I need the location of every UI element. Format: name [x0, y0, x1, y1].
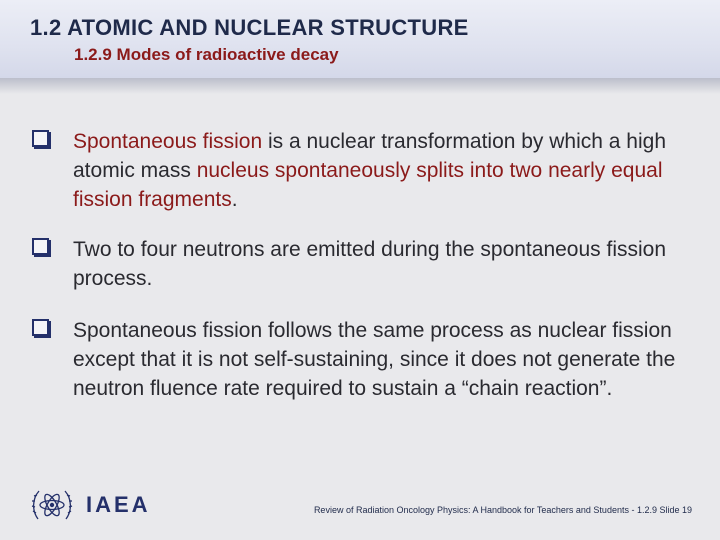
bullet-text-part: Spontaneous fission follows the same process as nuclear fission except that it is not self-sustaining, since it does not generate the neutron fluence rate required to sustain a “chain reaction”. — [73, 319, 676, 400]
bullet-text-part: Two to four neutrons are emitted during the spontaneous fission process. — [73, 238, 667, 290]
checkbox-bullet-icon — [32, 238, 49, 255]
slide-subtitle: 1.2.9 Modes of radioactive decay — [74, 45, 339, 64]
bullet-text-highlight: nucleus spontaneously splits into two nearly equal fission fragments — [73, 159, 663, 211]
footer-reference: Review of Radiation Oncology Physics: A Handbook for Teachers and Students - 1.2.9 Slide 19 — [313, 505, 692, 515]
bullet-text — [73, 235, 703, 293]
bullet-text-part: is a nuclear transformation by which a high atomic mass — [73, 130, 667, 182]
checkbox-bullet-icon — [32, 130, 49, 147]
header-shadow — [0, 78, 720, 94]
checkbox-bullet-icon — [32, 319, 49, 336]
bullet-text — [73, 316, 703, 403]
iaea-atom-wreath-icon — [30, 483, 74, 527]
bullet-text-part: . — [231, 188, 238, 211]
iaea-logo-text: IAEA — [86, 492, 151, 517]
bullet-text-highlight: Spontaneous fission — [73, 130, 263, 153]
bullet-text — [73, 127, 703, 214]
slide-title: 1.2 ATOMIC AND NUCLEAR STRUCTURE — [30, 15, 469, 40]
